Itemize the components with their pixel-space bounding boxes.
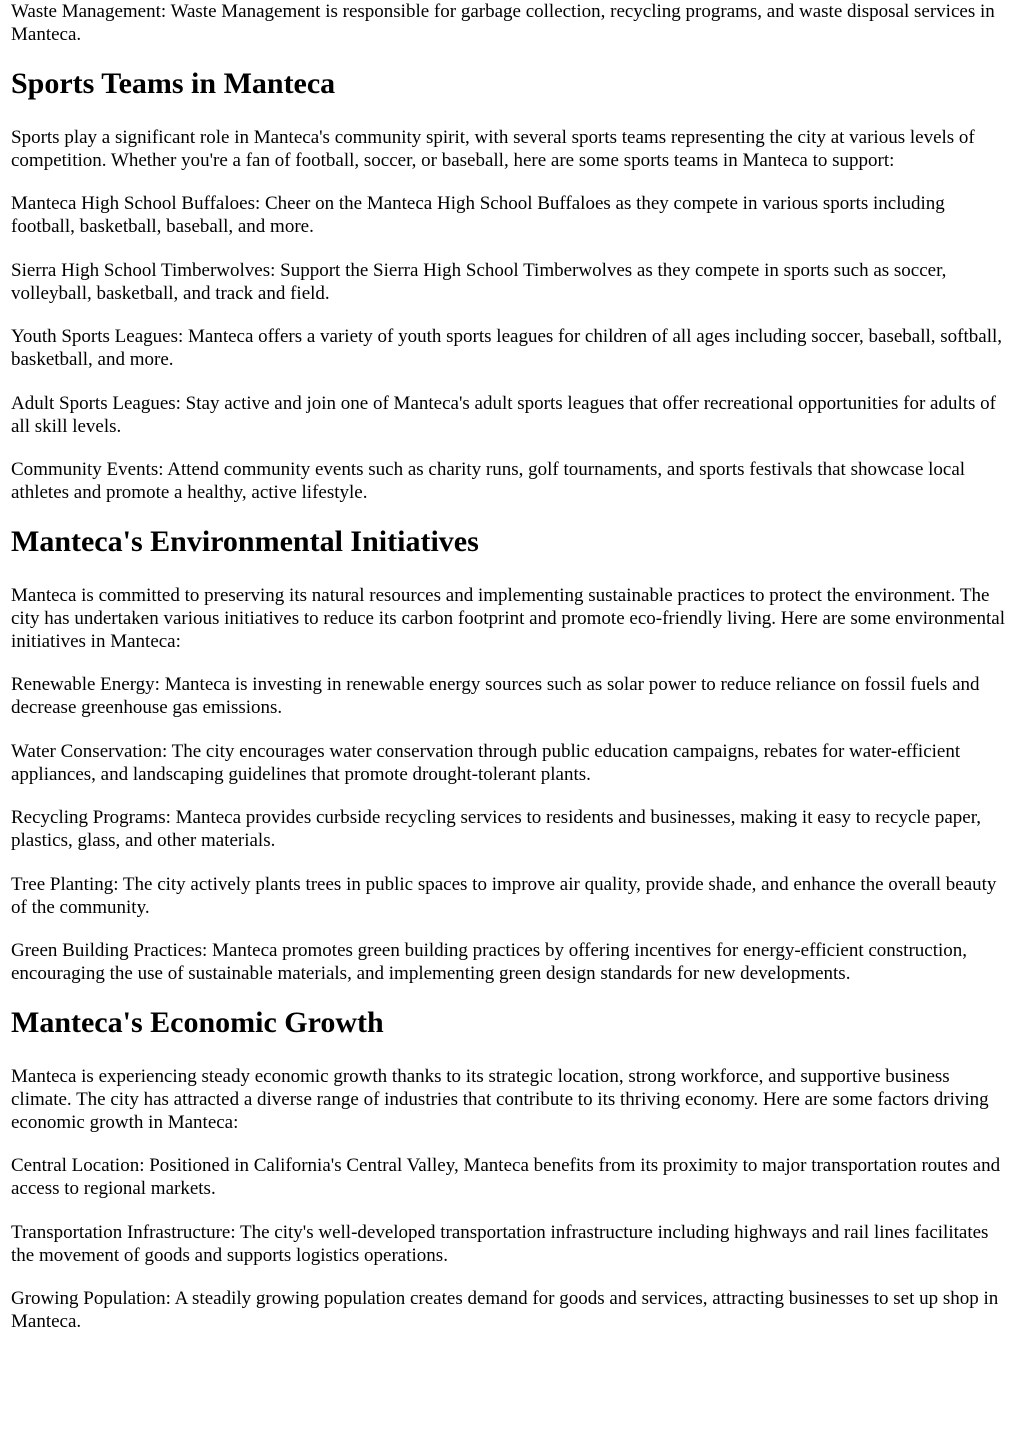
section-paragraph: Manteca High School Buffaloes: Cheer on the Manteca High School Buffaloes as they compete in various sports including football, basketball, baseball, and more. [11,193,945,237]
section-paragraph: Sports play a significant role in Manteca's community spirit, with several sports teams representing the city at various levels of competition. Whether you're a fan of football, soccer, or baseball, here are some sports teams in Manteca to support: [11,126,975,171]
intro-paragraph: Waste Management: Waste Management is responsible for garbage collection, recycling programs, and waste disposal services in Manteca. [11,1,995,45]
section-paragraph: Youth Sports Leagues: Manteca offers a variety of youth sports leagues for children of all ages including soccer, baseball, softball, basketball, and more. [11,326,1003,370]
section-paragraph: Adult Sports Leagues: Stay active and join one of Manteca's adult sports leagues that offer recreational opportunities for adults of all skill levels. [11,392,996,437]
section-sports-teams [11,67,1013,505]
section-environmental-initiatives [11,525,1013,986]
section-paragraph: Renewable Energy: Manteca is investing in renewable energy sources such as solar power to reduce reliance on fossil fuels and decrease greenhouse gas emissions. [11,674,980,718]
section-paragraph: Central Location: Positioned in California's Central Valley, Manteca benefits from its proximity to major transportation routes and access to regional markets. [11,1155,1001,1199]
section-paragraph: Sierra High School Timberwolves: Support the Sierra High School Timberwolves as they compete in sports such as soccer, volleyball, basketball, and track and field. [11,259,947,304]
section-heading: Manteca's Economic Growth [11,1005,384,1039]
section-heading: Manteca's Environmental Initiatives [11,524,479,558]
section-paragraph: Community Events: Attend community events such as charity runs, golf tournaments, and sports festivals that showcase local athletes and promote a healthy, active lifestyle. [11,459,966,503]
section-paragraph: Water Conservation: The city encourages water conservation through public education campaigns, rebates for water-efficient appliances, and landscaping guidelines that promote drought-tolerant plants. [11,740,961,785]
section-economic-growth [11,1006,1013,1334]
section-paragraph: Manteca is committed to preserving its natural resources and implementing sustainable practices to protect the environment. The city has undertaken various initiatives to reduce its carbon footprint and promote eco-friendly living. Here are some environmental initiatives in Manteca: [11,584,1006,652]
section-paragraph: Green Building Practices: Manteca promotes green building practices by offering incentives for energy-efficient construction, encouraging the use of sustainable materials, and implementing green design standards for new developments. [11,940,968,984]
section-paragraph: Manteca is experiencing steady economic growth thanks to its strategic location, strong workforce, and supportive business climate. The city has attracted a diverse range of industries that contribute to its thriving economy. Here are some factors driving economic growth in Manteca: [11,1065,989,1133]
section-heading: Sports Teams in Manteca [11,66,336,100]
section-paragraph: Recycling Programs: Manteca provides curbside recycling services to residents and businesses, making it easy to recycle paper, plastics, glass, and other materials. [11,807,982,851]
section-paragraph: Growing Population: A steadily growing population creates demand for goods and services, attracting businesses to set up shop in Manteca. [11,1288,999,1332]
section-paragraph: Tree Planting: The city actively plants trees in public spaces to improve air quality, provide shade, and enhance the overall beauty of the community. [11,873,997,918]
section-paragraph: Transportation Infrastructure: The city's well-developed transportation infrastructure including highways and rail lines facilitates the movement of goods and supports logistics operations. [11,1221,989,1266]
